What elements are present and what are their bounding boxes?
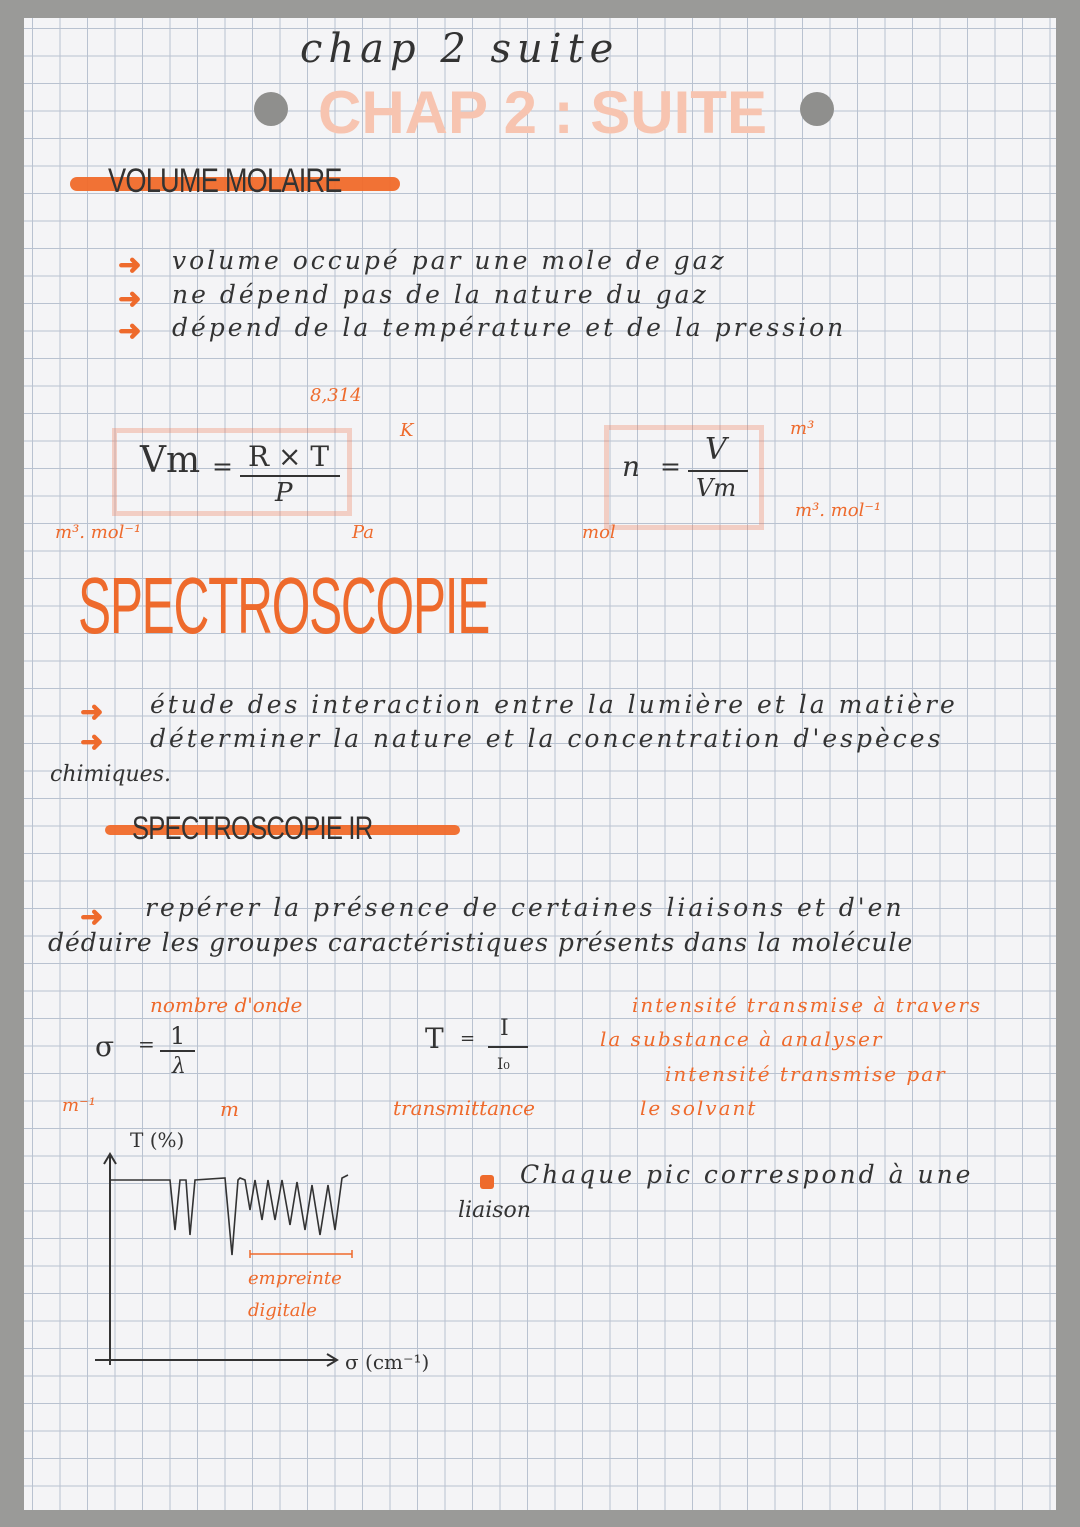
annotation: Pa bbox=[352, 522, 375, 543]
formula-lhs: T bbox=[425, 1022, 444, 1055]
spectrum-line bbox=[110, 1175, 348, 1255]
equals-sign: = bbox=[460, 1028, 476, 1049]
arrow-icon: ➜ bbox=[118, 248, 142, 281]
y-axis-label: T (%) bbox=[130, 1128, 185, 1152]
annotation: transmittance bbox=[393, 1096, 535, 1120]
annotation: nombre d'onde bbox=[150, 993, 303, 1017]
page-title: chap 2 suite bbox=[300, 26, 620, 72]
annotation: le solvant bbox=[640, 1096, 758, 1120]
region-label: empreinte bbox=[248, 1268, 342, 1289]
region-bracket bbox=[250, 1250, 352, 1258]
formula-numerator: 1 bbox=[170, 1022, 186, 1050]
heading-spectroscopie-ir: SPECTROSCOPIE IR bbox=[132, 810, 373, 846]
annotation: la substance à analyser bbox=[600, 1027, 884, 1051]
bullet-text: déterminer la nature et la concentration d'espèces bbox=[150, 724, 944, 753]
heading-volume-molaire: VOLUME MOLAIRE bbox=[108, 162, 342, 200]
punch-hole bbox=[800, 92, 834, 126]
annotation: intensité transmise par bbox=[665, 1062, 947, 1086]
region-label: digitale bbox=[248, 1300, 317, 1321]
formula-numerator: R × T bbox=[248, 440, 330, 473]
body-text: déduire les groupes caractéristiques présents dans la molécule bbox=[48, 928, 914, 957]
bullet-text: dépend de la température et de la pression bbox=[172, 313, 847, 342]
fraction-bar bbox=[488, 1046, 528, 1048]
annotation: m⁻¹ bbox=[62, 1095, 96, 1116]
bullet-text: ne dépend pas de la nature du gaz bbox=[172, 280, 709, 309]
formula-lhs: n bbox=[622, 450, 641, 483]
annotation: m bbox=[220, 1097, 239, 1121]
formula-denominator: Vm bbox=[696, 474, 737, 502]
annotation: m³ bbox=[790, 418, 815, 439]
arrow-icon: ➜ bbox=[118, 282, 142, 315]
formula-denominator: I₀ bbox=[497, 1054, 510, 1073]
arrow-icon: ➜ bbox=[80, 900, 104, 933]
formula-lhs: Vm bbox=[140, 440, 201, 481]
annotation: mol bbox=[582, 522, 616, 543]
formula-denominator: P bbox=[275, 478, 293, 508]
equals-sign: = bbox=[212, 452, 233, 481]
formula-denominator: λ bbox=[172, 1054, 186, 1079]
formula-numerator: V bbox=[705, 432, 727, 467]
equals-sign: = bbox=[660, 452, 681, 481]
fraction-bar bbox=[160, 1050, 195, 1052]
formula-lhs: σ bbox=[95, 1030, 115, 1063]
bullet-text: étude des interaction entre la lumière et la matière bbox=[150, 690, 958, 719]
annotation: K bbox=[400, 420, 414, 441]
ir-spectrum-sketch bbox=[90, 1150, 450, 1380]
annotation: m³. mol⁻¹ bbox=[795, 500, 882, 521]
bullet-text: volume occupé par une mole de gaz bbox=[172, 246, 727, 275]
arrow-icon: ➜ bbox=[118, 314, 142, 347]
formula-numerator: I bbox=[500, 1016, 509, 1041]
bullet-icon bbox=[480, 1175, 494, 1189]
heading-spectroscopie: SPECTROSCOPIE bbox=[78, 561, 490, 650]
punch-hole bbox=[254, 92, 288, 126]
title-faint: CHAP 2 : SUITE bbox=[318, 79, 767, 146]
arrow-icon: ➜ bbox=[80, 725, 104, 758]
continuation-text: chimiques. bbox=[50, 762, 171, 787]
annotation: intensité transmise à travers bbox=[632, 993, 983, 1017]
body-text: repérer la présence de certaines liaisons et d'en bbox=[145, 893, 905, 922]
annotation: m³. mol⁻¹ bbox=[55, 522, 142, 543]
arrow-icon: ➜ bbox=[80, 695, 104, 728]
equals-sign: = bbox=[138, 1032, 155, 1056]
annotation: 8,314 bbox=[310, 385, 362, 406]
fraction-bar bbox=[688, 470, 748, 472]
note-text: liaison bbox=[458, 1198, 531, 1223]
x-axis-label: σ (cm⁻¹) bbox=[345, 1350, 430, 1374]
fraction-bar bbox=[240, 475, 340, 477]
note-text: Chaque pic correspond à une bbox=[520, 1160, 974, 1189]
